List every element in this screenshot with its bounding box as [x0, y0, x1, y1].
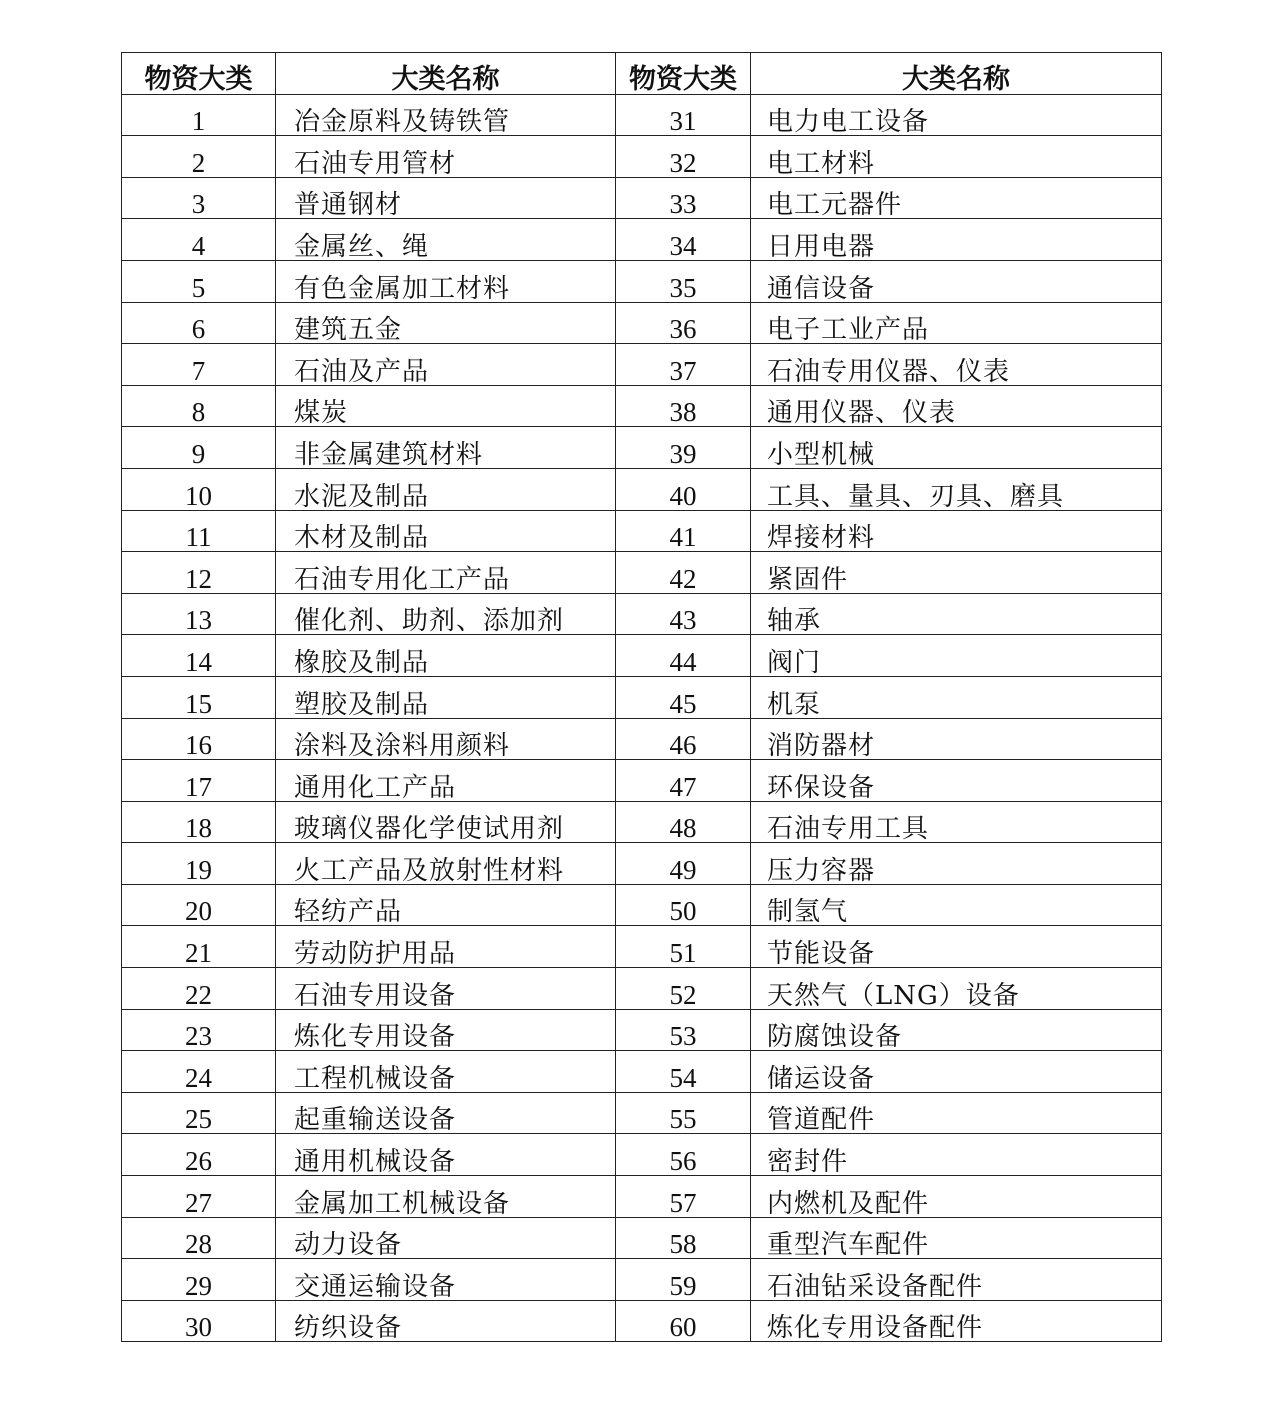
category-name-cell: 通用仪器、仪表 — [751, 385, 1162, 427]
category-name-cell: 通用化工产品 — [276, 760, 616, 802]
category-code-cell: 42 — [616, 552, 751, 594]
category-name-cell: 塑胶及制品 — [276, 676, 616, 718]
table-row — [122, 843, 1162, 885]
category-code-cell: 1 — [122, 94, 276, 136]
category-name-cell: 储运设备 — [751, 1051, 1162, 1093]
category-code-cell: 33 — [616, 177, 751, 219]
category-name-cell: 木材及制品 — [276, 510, 616, 552]
category-name-cell: 石油专用管材 — [276, 136, 616, 178]
category-code-cell: 46 — [616, 718, 751, 760]
table-row — [122, 1176, 1162, 1218]
category-name-cell: 石油钻采设备配件 — [751, 1259, 1162, 1301]
category-name-cell: 电工元器件 — [751, 177, 1162, 219]
category-code-cell: 15 — [122, 676, 276, 718]
category-name-cell: 橡胶及制品 — [276, 635, 616, 677]
category-code-cell: 48 — [616, 801, 751, 843]
category-code-cell: 38 — [616, 385, 751, 427]
category-name-cell: 冶金原料及铸铁管 — [276, 94, 616, 136]
category-code-cell: 21 — [122, 926, 276, 968]
category-code-cell: 29 — [122, 1259, 276, 1301]
category-code-cell: 35 — [616, 260, 751, 302]
table-row — [122, 385, 1162, 427]
category-code-cell: 34 — [616, 219, 751, 261]
category-code-cell: 53 — [616, 1009, 751, 1051]
category-name-cell: 电工材料 — [751, 136, 1162, 178]
category-name-cell: 环保设备 — [751, 760, 1162, 802]
category-code-cell: 37 — [616, 344, 751, 386]
category-code-cell: 54 — [616, 1051, 751, 1093]
category-code-cell: 2 — [122, 136, 276, 178]
table-row — [122, 219, 1162, 261]
category-code-cell: 58 — [616, 1217, 751, 1259]
category-name-cell: 工具、量具、刃具、磨具 — [751, 468, 1162, 510]
category-name-cell: 轴承 — [751, 593, 1162, 635]
header-category-name-left: 大类名称 — [276, 53, 616, 95]
category-code-cell: 50 — [616, 884, 751, 926]
category-name-cell: 催化剂、助剂、添加剂 — [276, 593, 616, 635]
category-code-cell: 6 — [122, 302, 276, 344]
table-row — [122, 1217, 1162, 1259]
header-row — [122, 53, 1162, 95]
category-code-cell: 7 — [122, 344, 276, 386]
table-row — [122, 1009, 1162, 1051]
category-code-cell: 23 — [122, 1009, 276, 1051]
table-row — [122, 136, 1162, 178]
category-code-cell: 40 — [616, 468, 751, 510]
category-name-cell: 轻纺产品 — [276, 884, 616, 926]
category-code-cell: 13 — [122, 593, 276, 635]
table-row — [122, 1092, 1162, 1134]
category-name-cell: 焊接材料 — [751, 510, 1162, 552]
category-name-cell: 小型机械 — [751, 427, 1162, 469]
category-name-cell: 煤炭 — [276, 385, 616, 427]
category-name-cell: 有色金属加工材料 — [276, 260, 616, 302]
table-row — [122, 760, 1162, 802]
table-row — [122, 468, 1162, 510]
table-body — [122, 94, 1162, 1342]
table-row — [122, 302, 1162, 344]
category-code-cell: 56 — [616, 1134, 751, 1176]
category-code-cell: 25 — [122, 1092, 276, 1134]
category-name-cell: 机泵 — [751, 676, 1162, 718]
table-row — [122, 1300, 1162, 1342]
category-name-cell: 制氢气 — [751, 884, 1162, 926]
category-code-cell: 59 — [616, 1259, 751, 1301]
category-name-cell: 石油及产品 — [276, 344, 616, 386]
category-code-cell: 26 — [122, 1134, 276, 1176]
category-code-cell: 52 — [616, 968, 751, 1010]
category-name-cell: 金属丝、绳 — [276, 219, 616, 261]
category-name-cell: 石油专用化工产品 — [276, 552, 616, 594]
category-code-cell: 10 — [122, 468, 276, 510]
category-code-cell: 17 — [122, 760, 276, 802]
table-row — [122, 593, 1162, 635]
table-row — [122, 427, 1162, 469]
category-name-cell: 内燃机及配件 — [751, 1176, 1162, 1218]
category-code-cell: 51 — [616, 926, 751, 968]
category-name-cell: 节能设备 — [751, 926, 1162, 968]
category-name-cell: 非金属建筑材料 — [276, 427, 616, 469]
category-name-cell: 消防器材 — [751, 718, 1162, 760]
category-name-cell: 炼化专用设备配件 — [751, 1300, 1162, 1342]
category-code-cell: 32 — [616, 136, 751, 178]
category-code-cell: 9 — [122, 427, 276, 469]
category-name-cell: 纺织设备 — [276, 1300, 616, 1342]
category-code-cell: 28 — [122, 1217, 276, 1259]
category-code-cell: 31 — [616, 94, 751, 136]
category-code-cell: 20 — [122, 884, 276, 926]
category-code-cell: 3 — [122, 177, 276, 219]
category-code-cell: 47 — [616, 760, 751, 802]
table-row — [122, 552, 1162, 594]
table-row — [122, 1134, 1162, 1176]
table-row — [122, 344, 1162, 386]
category-code-cell: 45 — [616, 676, 751, 718]
category-name-cell: 石油专用工具 — [751, 801, 1162, 843]
category-name-cell: 日用电器 — [751, 219, 1162, 261]
category-code-cell: 18 — [122, 801, 276, 843]
table-row — [122, 1259, 1162, 1301]
category-name-cell: 玻璃仪器化学使试用剂 — [276, 801, 616, 843]
header-category-code-right: 物资大类 — [616, 53, 751, 95]
category-name-cell: 重型汽车配件 — [751, 1217, 1162, 1259]
category-name-cell: 电子工业产品 — [751, 302, 1162, 344]
category-name-cell: 紧固件 — [751, 552, 1162, 594]
category-name-cell: 起重输送设备 — [276, 1092, 616, 1134]
table-row — [122, 676, 1162, 718]
category-code-cell: 41 — [616, 510, 751, 552]
category-code-cell: 44 — [616, 635, 751, 677]
category-name-cell: 金属加工机械设备 — [276, 1176, 616, 1218]
table-row — [122, 1051, 1162, 1093]
table-row — [122, 884, 1162, 926]
category-code-cell: 12 — [122, 552, 276, 594]
category-code-cell: 19 — [122, 843, 276, 885]
category-name-cell: 水泥及制品 — [276, 468, 616, 510]
category-code-cell: 49 — [616, 843, 751, 885]
category-name-cell: 炼化专用设备 — [276, 1009, 616, 1051]
category-code-cell: 22 — [122, 968, 276, 1010]
table-row — [122, 718, 1162, 760]
category-code-cell: 39 — [616, 427, 751, 469]
category-code-cell: 14 — [122, 635, 276, 677]
category-name-cell: 通用机械设备 — [276, 1134, 616, 1176]
table-row — [122, 968, 1162, 1010]
category-name-cell: 管道配件 — [751, 1092, 1162, 1134]
category-code-cell: 27 — [122, 1176, 276, 1218]
material-category-table — [121, 52, 1162, 1342]
category-code-cell: 8 — [122, 385, 276, 427]
category-name-cell: 交通运输设备 — [276, 1259, 616, 1301]
category-code-cell: 36 — [616, 302, 751, 344]
category-name-cell: 防腐蚀设备 — [751, 1009, 1162, 1051]
header-category-code-left: 物资大类 — [122, 53, 276, 95]
table-row — [122, 260, 1162, 302]
category-name-cell: 电力电工设备 — [751, 94, 1162, 136]
category-name-cell: 普通钢材 — [276, 177, 616, 219]
category-name-cell: 压力容器 — [751, 843, 1162, 885]
category-code-cell: 4 — [122, 219, 276, 261]
category-name-cell: 建筑五金 — [276, 302, 616, 344]
category-code-cell: 5 — [122, 260, 276, 302]
category-code-cell: 43 — [616, 593, 751, 635]
table-row — [122, 801, 1162, 843]
category-code-cell: 30 — [122, 1300, 276, 1342]
category-code-cell: 57 — [616, 1176, 751, 1218]
category-code-cell: 16 — [122, 718, 276, 760]
category-name-cell: 火工产品及放射性材料 — [276, 843, 616, 885]
category-name-cell: 天然气（LNG）设备 — [751, 968, 1162, 1010]
category-code-cell: 60 — [616, 1300, 751, 1342]
category-name-cell: 密封件 — [751, 1134, 1162, 1176]
category-name-cell: 石油专用设备 — [276, 968, 616, 1010]
category-name-cell: 通信设备 — [751, 260, 1162, 302]
table-row — [122, 635, 1162, 677]
table-row — [122, 94, 1162, 136]
category-name-cell: 石油专用仪器、仪表 — [751, 344, 1162, 386]
header-category-name-right: 大类名称 — [751, 53, 1162, 95]
category-name-cell: 动力设备 — [276, 1217, 616, 1259]
category-name-cell: 劳动防护用品 — [276, 926, 616, 968]
category-name-cell: 工程机械设备 — [276, 1051, 616, 1093]
table-row — [122, 510, 1162, 552]
table-row — [122, 926, 1162, 968]
table-row — [122, 177, 1162, 219]
category-name-cell: 阀门 — [751, 635, 1162, 677]
category-code-cell: 55 — [616, 1092, 751, 1134]
category-code-cell: 24 — [122, 1051, 276, 1093]
category-code-cell: 11 — [122, 510, 276, 552]
category-name-cell: 涂料及涂料用颜料 — [276, 718, 616, 760]
